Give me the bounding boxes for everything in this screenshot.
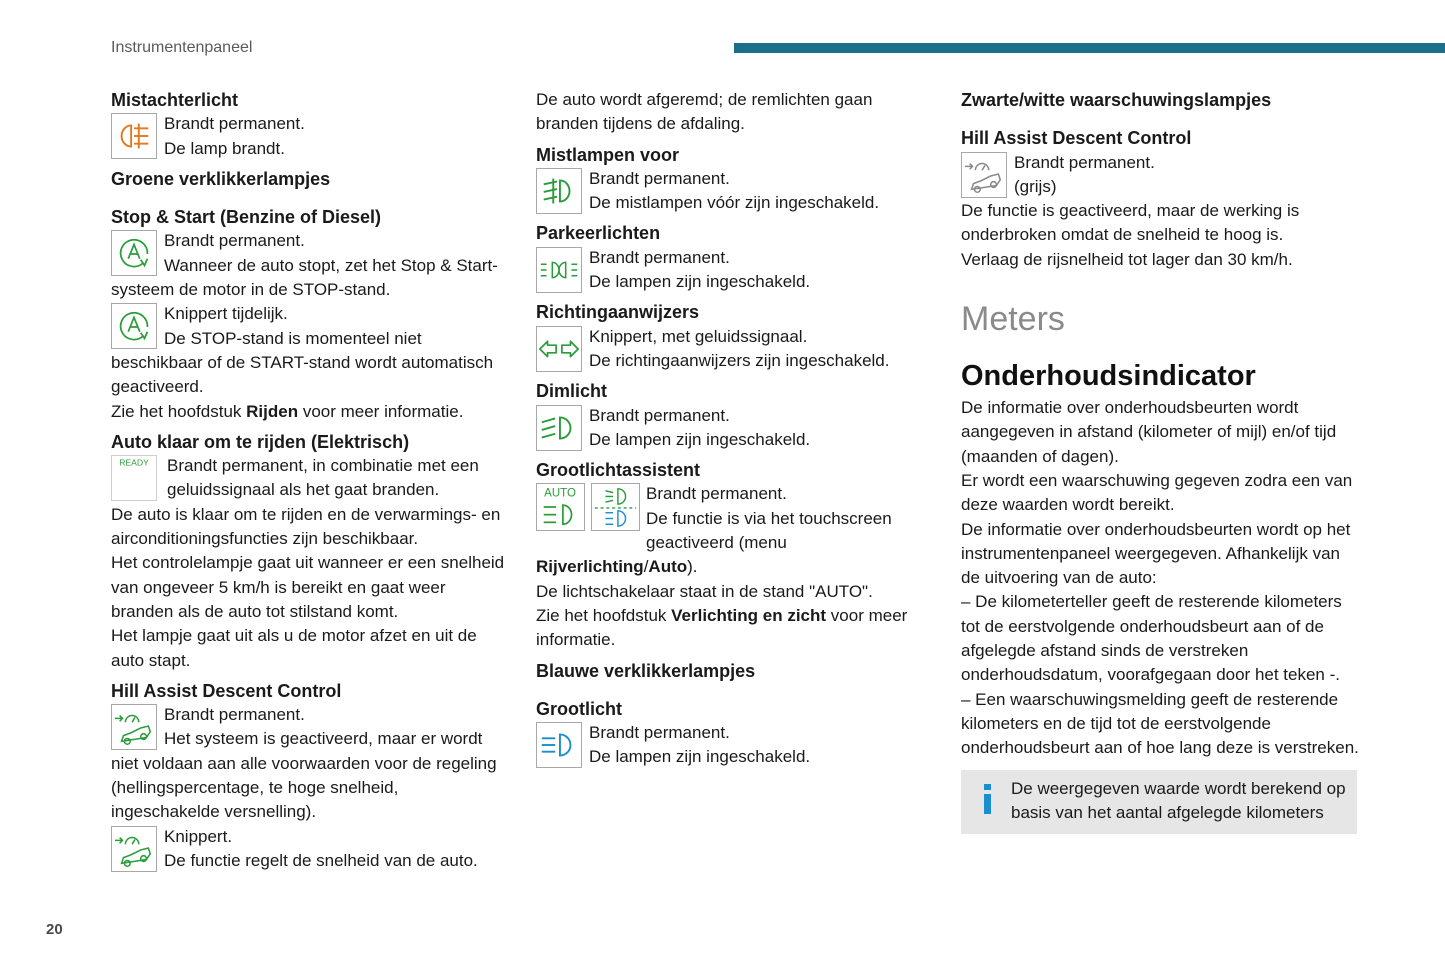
lamp-status: Brandt permanent.: [589, 247, 730, 267]
lamp-status: Brandt permanent.: [164, 705, 305, 725]
dipped-beam-icon: [536, 405, 582, 451]
lamp-description: Wanneer de auto stopt, zet het Stop & Start-systeem de motor in de STOP-stand.: [111, 255, 498, 300]
hill-descent-grey-icon: [961, 152, 1007, 198]
high-beam-icon: [536, 722, 582, 768]
column-right: [961, 88, 1361, 834]
lamp-entry: [111, 825, 511, 874]
info-icon: [981, 784, 995, 814]
column-middle: [536, 88, 916, 770]
group-title: Blauwe verklikkerlampjes: [536, 660, 756, 681]
group-title: Groene verklikkerlampjes: [111, 168, 331, 189]
high-beam-assist-icon: [591, 483, 640, 531]
section-title: Dimlicht: [536, 381, 608, 402]
lamp-description: De functie is via het touchscreen geactiveerd (menu Rijverlichting/Auto).: [536, 508, 892, 577]
body-text: De auto is klaar om te rijden en de verwarmings- en airconditioningsfuncties zijn beschikbaar.: [111, 504, 501, 549]
chapter-ref: Rijden: [246, 401, 299, 421]
lamp-entry: [961, 151, 1361, 200]
lamp-status: Brandt permanent.: [589, 723, 730, 743]
lamp-status: Brandt permanent.: [589, 168, 730, 188]
section-title: Grootlichtassistent: [536, 460, 701, 481]
lamp-entry: [536, 246, 916, 295]
section-heading: Onderhoudsindicator: [961, 360, 1256, 393]
body-text: Verlaag de rijsnelheid tot lager dan 30 km/h.: [961, 249, 1293, 269]
info-note: [961, 770, 1357, 835]
lamp-description: Het systeem is geactiveerd, maar er wordt niet voldaan aan alle voorwaarden voor de regeling (hellingspercentage, te hoge snelheid, ingeschakelde versnelling).: [111, 729, 497, 822]
header-accent-bar: [734, 43, 1445, 53]
body-text: De lichtschakelaar staat in de stand "AUTO".: [536, 581, 873, 601]
lamp-status: Brandt permanent.: [164, 231, 305, 251]
lamp-entry: [111, 302, 511, 399]
section-title: Hill Assist Descent Control: [111, 680, 342, 701]
section-title: Mistlampen voor: [536, 144, 680, 165]
section-title: Hill Assist Descent Control: [961, 128, 1192, 149]
lamp-status: Brandt permanent.: [589, 405, 730, 425]
auto-icon-label: AUTO: [544, 487, 576, 500]
page-number: 20: [46, 921, 63, 938]
lamp-description: De STOP-stand is momenteel niet beschikbaar of de START-stand wordt automatisch geactiveerd.: [111, 328, 494, 397]
stop-start-icon: [111, 230, 157, 276]
chapter-heading: Meters: [961, 300, 1065, 339]
turn-signal-icon: [536, 326, 582, 372]
note-text: De weergegeven waarde wordt berekend op basis van het aantal afgelegde kilometers: [1011, 778, 1346, 822]
menu-ref: Auto: [648, 557, 688, 577]
lamp-entry: [111, 454, 511, 503]
running-header: Instrumentenpaneel: [111, 39, 253, 56]
hill-descent-icon: [111, 826, 157, 872]
section-title: Auto klaar om te rijden (Elektrisch): [111, 431, 410, 452]
lamp-description: De lampen zijn ingeschakeld.: [589, 429, 811, 449]
lamp-entry: [111, 229, 511, 302]
lamp-description: De functie regelt de snelheid van de auto.: [164, 850, 478, 870]
body-text: Het lampje gaat uit als u de motor afzet en uit de auto stapt.: [111, 626, 477, 670]
lamp-description: De lamp brandt.: [164, 138, 285, 158]
stop-start-icon: [111, 303, 157, 349]
reference-text: Zie het hoofdstuk Rijden voor meer informatie.: [111, 401, 464, 421]
lamp-entry: [536, 167, 916, 216]
body-text: De informatie over onderhoudsbeurten wordt aangegeven in afstand (kilometer of mijl) en/of tijd (maanden of dagen).: [961, 398, 1337, 466]
lamp-entry: [111, 112, 511, 161]
section-title: Grootlicht: [536, 698, 622, 719]
hill-descent-icon: [111, 704, 157, 750]
rear-fog-lamp-icon: [111, 113, 157, 159]
section-title: Richtingaanwijzers: [536, 302, 700, 323]
auto-high-beam-icon: [536, 483, 585, 531]
lamp-entry: [536, 482, 916, 579]
lamp-status: Brandt permanent, in combinatie met een geluidssignaal als het gaat branden.: [167, 456, 479, 500]
lamp-status: Brandt permanent.: [646, 484, 787, 504]
lamp-status: Knippert.: [164, 826, 233, 846]
lamp-description: De lampen zijn ingeschakeld.: [589, 747, 811, 767]
chapter-ref: Verlichting en zicht: [671, 605, 827, 625]
lamp-description: De richtingaanwijzers zijn ingeschakeld.: [589, 350, 890, 370]
body-text: Het controlelampje gaat uit wanneer er een snelheid van ongeveer 5 km/h is bereikt en gaat weer branden als de auto tot stilstand komt.: [111, 553, 505, 621]
section-title: Stop & Start (Benzine of Diesel): [111, 207, 382, 228]
reference-text: Zie het hoofdstuk Verlichting en zicht voor meer informatie.: [536, 605, 908, 650]
lamp-entry: [536, 404, 916, 453]
lamp-entry: [536, 325, 916, 374]
lamp-description: De mistlampen vóór zijn ingeschakeld.: [589, 193, 880, 213]
parking-lights-icon: [536, 247, 582, 293]
section-title: Parkeerlichten: [536, 223, 661, 244]
column-left: [111, 88, 511, 873]
lamp-entry: [111, 703, 511, 824]
group-title: Zwarte/witte waarschuwingslampjes: [961, 90, 1272, 110]
lamp-entry: [536, 721, 916, 770]
bullet-item: – De kilometerteller geeft de resterende kilometers tot de eerstvolgende onderhoudsbeurt aan of de afgelegde afstand sinds de verstreken onderhoudsdatum, voorafgegaan door het teken -.: [961, 592, 1342, 685]
menu-ref: Rijverlichting: [536, 557, 644, 577]
ready-icon-label: READY: [119, 457, 149, 468]
body-text: De informatie over onderhoudsbeurten wordt op het instrumentenpaneel weergegeven. Afhankelijk van de uitvoering van de auto:: [961, 519, 1351, 588]
lamp-status: Brandt permanent.: [1014, 152, 1155, 172]
lamp-status: Knippert tijdelijk.: [164, 304, 288, 324]
section-title: Mistachterlicht: [111, 90, 239, 110]
ready-icon: [111, 455, 157, 501]
lamp-description: (grijs): [1014, 176, 1057, 196]
body-text: Er wordt een waarschuwing gegeven zodra een van deze waarden wordt bereikt.: [961, 470, 1353, 515]
lamp-description: De lampen zijn ingeschakeld.: [589, 272, 811, 292]
body-text: De functie is geactiveerd, maar de werking is onderbroken omdat de snelheid te hoog is.: [961, 201, 1300, 245]
lamp-status: Brandt permanent.: [164, 114, 305, 134]
bullet-item: – Een waarschuwingsmelding geeft de resterende kilometers en de tijd tot de eerstvolgende onderhoudsbeurt aan of hoe lang deze is verstreken.: [961, 689, 1359, 758]
lamp-status: Knippert, met geluidssignaal.: [589, 326, 808, 346]
front-fog-lamp-icon: [536, 168, 582, 214]
body-text: De auto wordt afgeremd; de remlichten gaan branden tijdens de afdaling.: [536, 90, 873, 134]
